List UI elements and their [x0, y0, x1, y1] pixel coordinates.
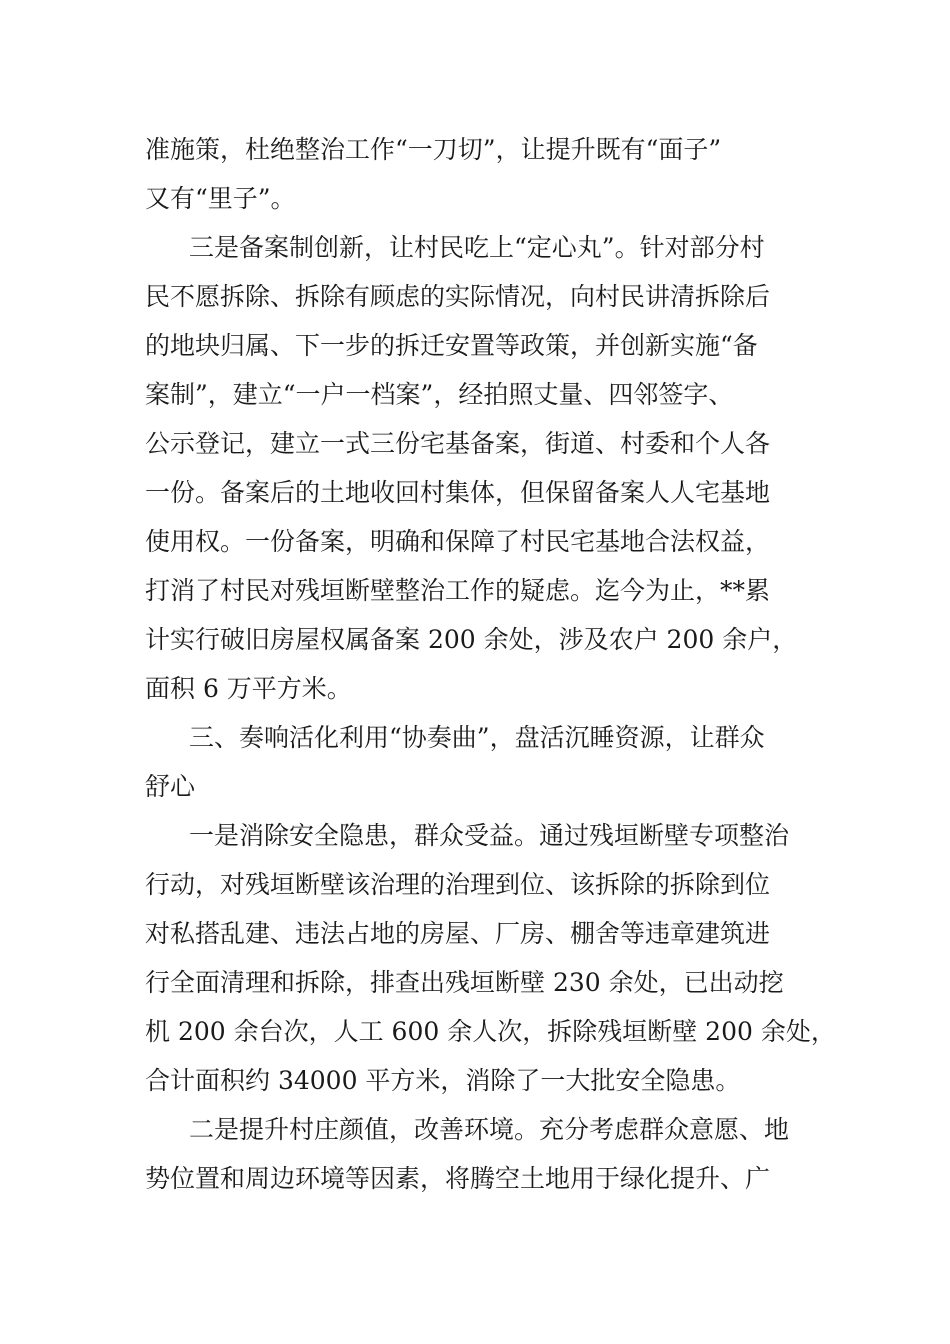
text-line: 公示登记，建立一式三份宅基备案，街道、村委和个人各: [145, 429, 771, 458]
text-line: 使用权。一份备案，明确和保障了村民宅基地合法权益，: [145, 527, 771, 556]
text-line: 对私搭乱建、违法占地的房屋、厂房、棚舍等违章建筑进: [145, 919, 771, 948]
text-line: 机 200 余台次，人工 600 余人次，拆除残垣断壁 200 余处，: [145, 1017, 836, 1046]
text-line: 合计面积约 34000 平方米，消除了一大批安全隐患。: [145, 1066, 741, 1095]
text-line: 势位置和周边环境等因素，将腾空土地用于绿化提升、广: [145, 1164, 771, 1193]
text-line: 行动，对残垣断壁该治理的治理到位、该拆除的拆除到位: [145, 870, 771, 899]
text-line: 行全面清理和拆除，排查出残垣断壁 230 余处，已出动挖: [145, 968, 784, 997]
text-line: 打消了村民对残垣断壁整治工作的疑虑。迄今为止，**累: [145, 576, 771, 605]
text-line: 案制”，建立“一户一档案”，经拍照丈量、四邻签字、: [145, 380, 734, 409]
text-line: 三是备案制创新，让村民吃上“定心丸”。针对部分村: [189, 233, 765, 262]
document-body: [145, 125, 836, 1203]
text-line: 计实行破旧房屋权属备案 200 余处，涉及农户 200 余户，: [145, 625, 798, 654]
text-line: 一份。备案后的土地收回村集体，但保留备案人人宅基地: [145, 478, 771, 507]
text-line: 舒心: [145, 772, 196, 801]
text-line: 又有“里子”。: [145, 184, 296, 213]
text-line: 二是提升村庄颜值，改善环境。充分考虑群众意愿、地: [189, 1115, 790, 1144]
text-line: 面积 6 万平方米。: [145, 674, 352, 703]
text-line: 三、奏响活化利用“协奏曲”，盘活沉睡资源，让群众: [189, 723, 765, 752]
text-line: 民不愿拆除、拆除有顾虑的实际情况，向村民讲清拆除后: [145, 282, 771, 311]
text-line: 一是消除安全隐患，群众受益。通过残垣断壁专项整治: [189, 821, 790, 850]
text-line: 准施策，杜绝整治工作“一刀切”，让提升既有“面子”: [145, 135, 722, 164]
text-line: 的地块归属、下一步的拆迁安置等政策，并创新实施“备: [145, 331, 758, 360]
